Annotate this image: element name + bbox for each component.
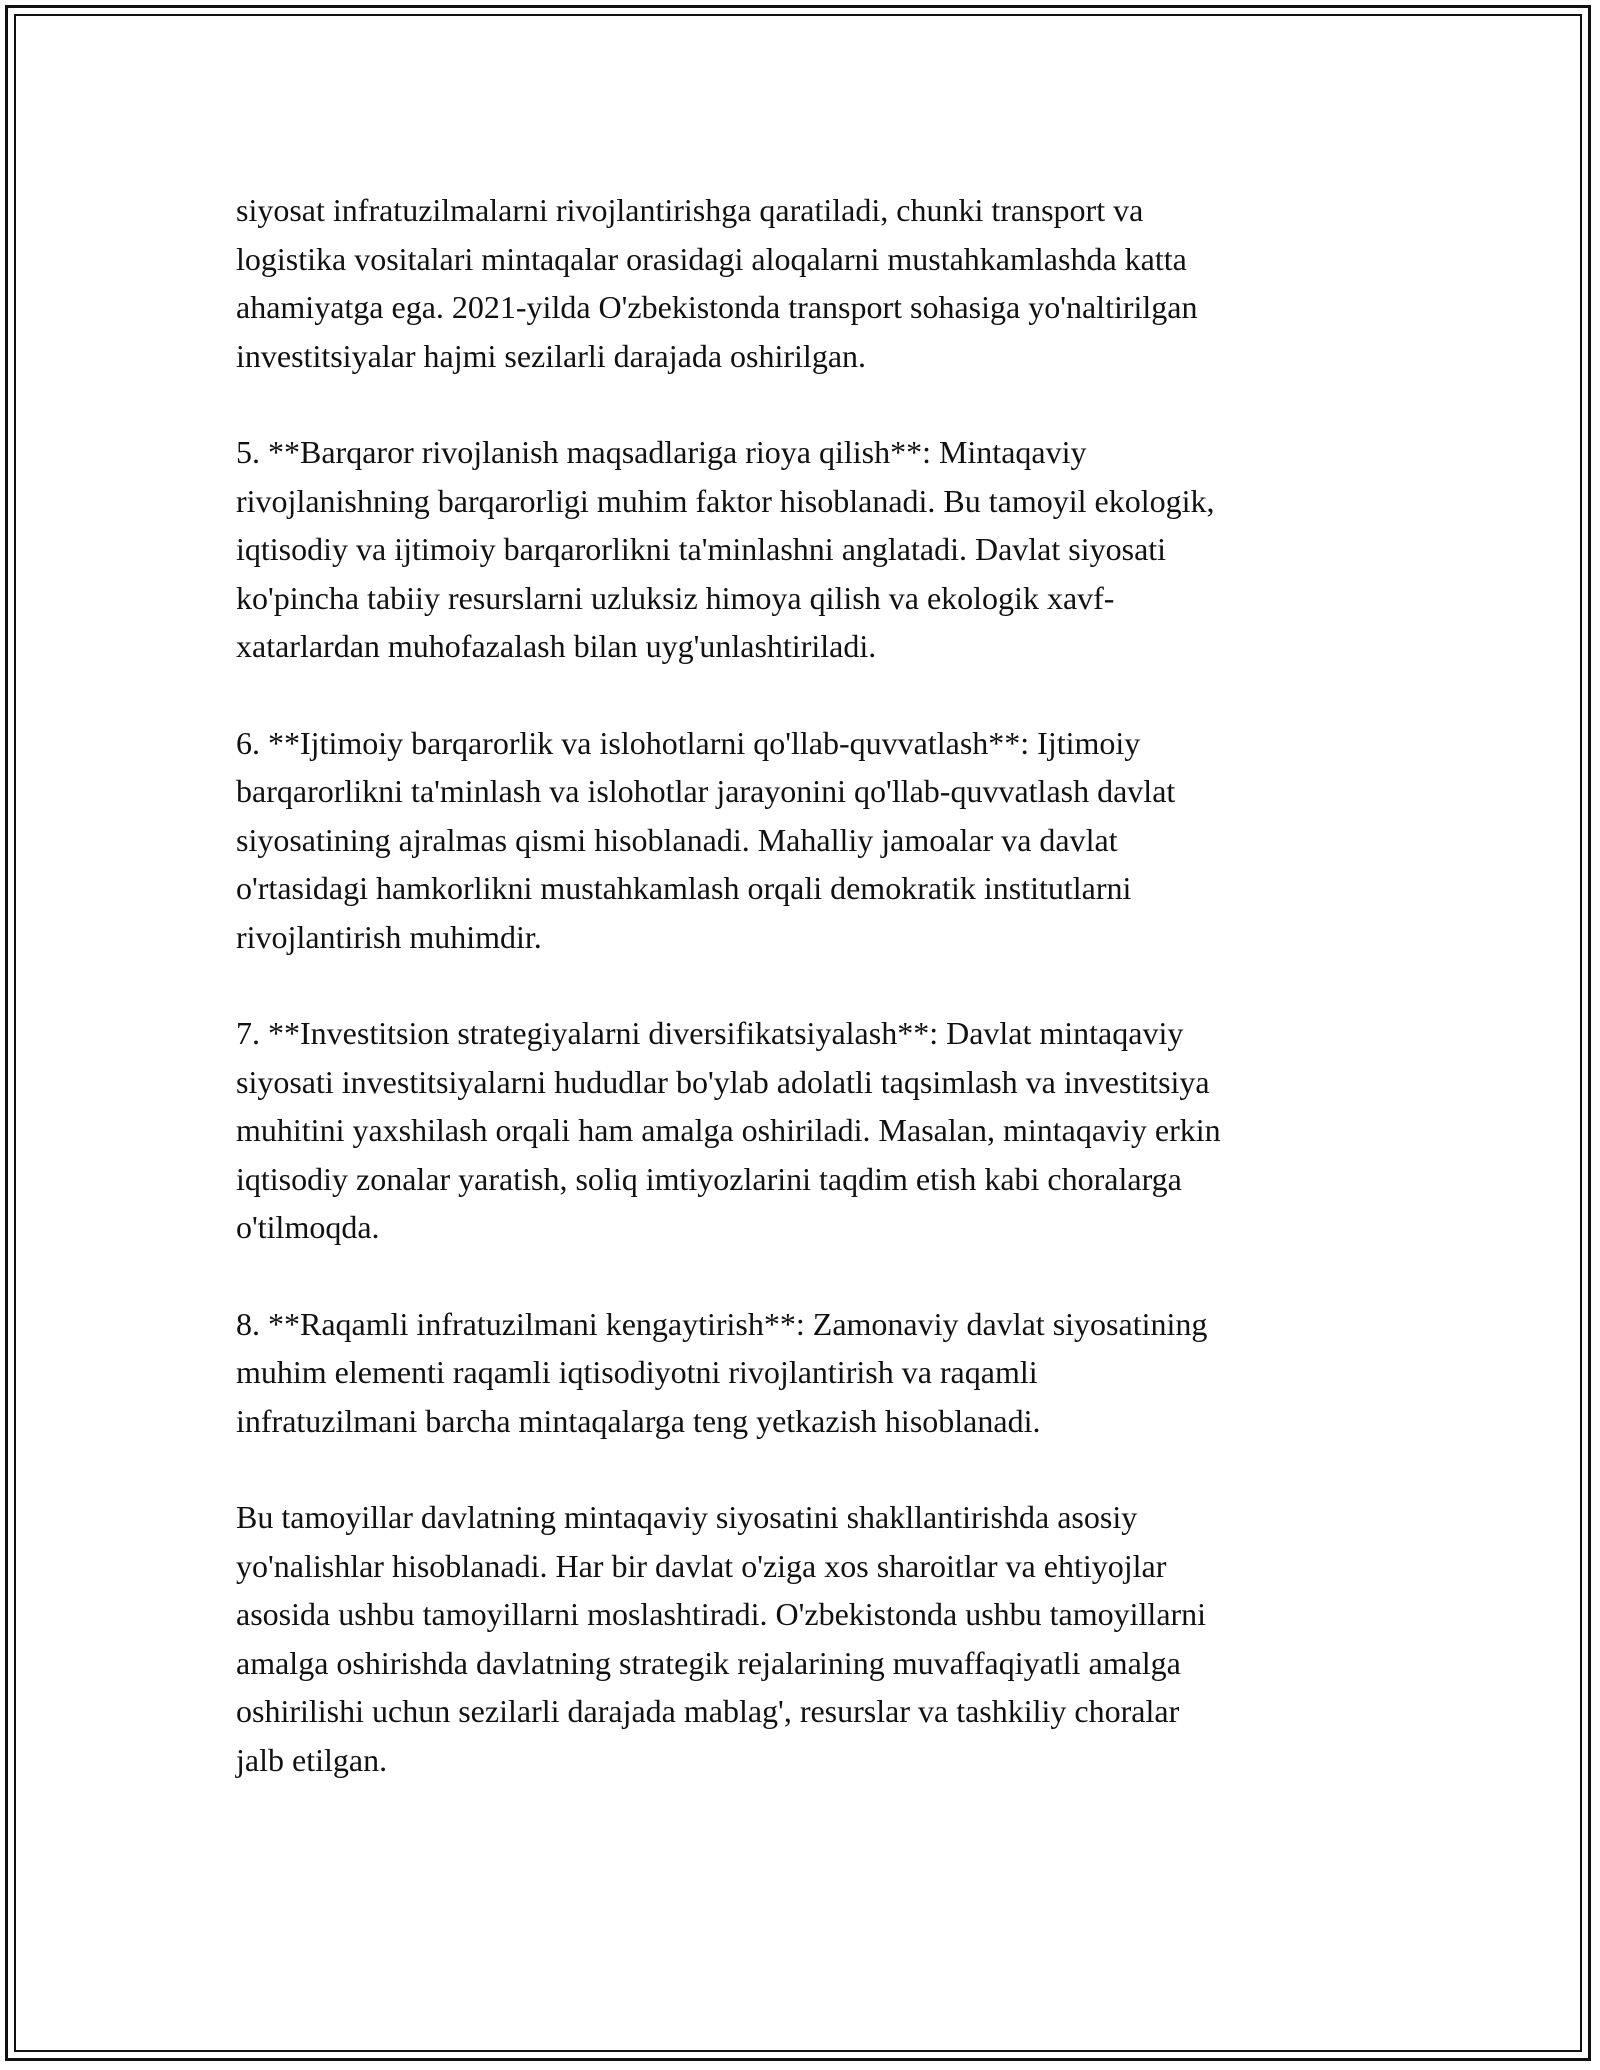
text-line: asosida ushbu tamoyillarni moslashtiradi. O'zbekistonda ushbu tamoyillarni <box>236 1596 1207 1632</box>
text-line: o'tilmoqda. <box>236 1209 380 1245</box>
paragraph-conclusion <box>236 1493 1376 1784</box>
text-line: o'rtasidagi hamkorlikni mustahkamlash orqali demokratik institutlarni <box>236 870 1132 906</box>
text-line: 5. **Barqaror rivojlanish maqsadlariga rioya qilish**: Mintaqaviy <box>236 434 1087 470</box>
paragraph-item-5 <box>236 428 1376 671</box>
paragraph-item-7 <box>236 1009 1376 1252</box>
text-line: muhitini yaxshilash orqali ham amalga oshiriladi. Masalan, mintaqaviy erkin <box>236 1112 1221 1148</box>
text-line: Bu tamoyillar davlatning mintaqaviy siyosatini shakllantirishda asosiy <box>236 1499 1138 1535</box>
text-line: 7. **Investitsion strategiyalarni diversifikatsiyalash**: Davlat mintaqaviy <box>236 1015 1184 1051</box>
text-line: amalga oshirishda davlatning strategik rejalarining muvaffaqiyatli amalga <box>236 1644 1181 1681</box>
paragraph-item-8 <box>236 1300 1376 1446</box>
text-line: muhim elementi raqamli iqtisodiyotni rivojlantirish va raqamli <box>236 1354 1038 1390</box>
text-line: jalb etilgan. <box>236 1741 388 1778</box>
text-line: rivojlanishning barqarorligi muhim faktor hisoblanadi. Bu tamoyil ekologik, <box>236 482 1215 519</box>
text-line: siyosatining ajralmas qismi hisoblanadi. Mahalliy jamoalar va davlat <box>236 821 1118 858</box>
text-line: siyosat infratuzilmalarni rivojlantirishga qaratiladi, chunki transport va <box>236 192 1144 228</box>
text-line: 8. **Raqamli infratuzilmani kengaytirish**: Zamonaviy davlat siyosatining <box>236 1305 1208 1342</box>
text-line: logistika vositalari mintaqalar orasidagi aloqalarni mustahkamlashda katta <box>236 240 1187 277</box>
text-line: investitsiyalar hajmi sezilarli darajada oshirilgan. <box>236 337 867 374</box>
text-line: barqarorlikni ta'minlash va islohotlar jarayonini qo'llab-quvvatlash davlat <box>236 773 1176 809</box>
text-line: rivojlantirish muhimdir. <box>236 918 542 955</box>
text-line: ahamiyatga ega. 2021-yilda O'zbekistonda transport sohasiga yo'naltirilgan <box>236 289 1198 325</box>
text-line: iqtisodiy va ijtimoiy barqarorlikni ta'minlashni anglatadi. Davlat siyosati <box>236 531 1167 567</box>
text-line: siyosati investitsiyalarni hududlar bo'ylab adolatli taqsimlash va investitsiya <box>236 1063 1210 1100</box>
text-line: ko'pincha tabiiy resurslarni uzluksiz himoya qilish va ekologik xavf- <box>236 579 1115 616</box>
paragraph-item-6 <box>236 719 1376 962</box>
text-line: xatarlardan muhofazalash bilan uyg'unlashtiriladi. <box>236 628 877 664</box>
paragraph-transport-infrastructure <box>236 186 1376 380</box>
text-line: yo'nalishlar hisoblanadi. Har bir davlat o'ziga xos sharoitlar va ehtiyojlar <box>236 1547 1167 1584</box>
document-body <box>236 186 1376 1784</box>
text-line: oshirilishi uchun sezilarli darajada mablag', resurslar va tashkiliy choralar <box>236 1693 1180 1729</box>
text-line: iqtisodiy zonalar yaratish, soliq imtiyozlarini taqdim etish kabi choralarga <box>236 1160 1182 1197</box>
text-line: infratuzilmani barcha mintaqalarga teng yetkazish hisoblanadi. <box>236 1402 1041 1439</box>
text-line: 6. **Ijtimoiy barqarorlik va islohotlarni qo'llab-quvvatlash**: Ijtimoiy <box>236 724 1141 761</box>
